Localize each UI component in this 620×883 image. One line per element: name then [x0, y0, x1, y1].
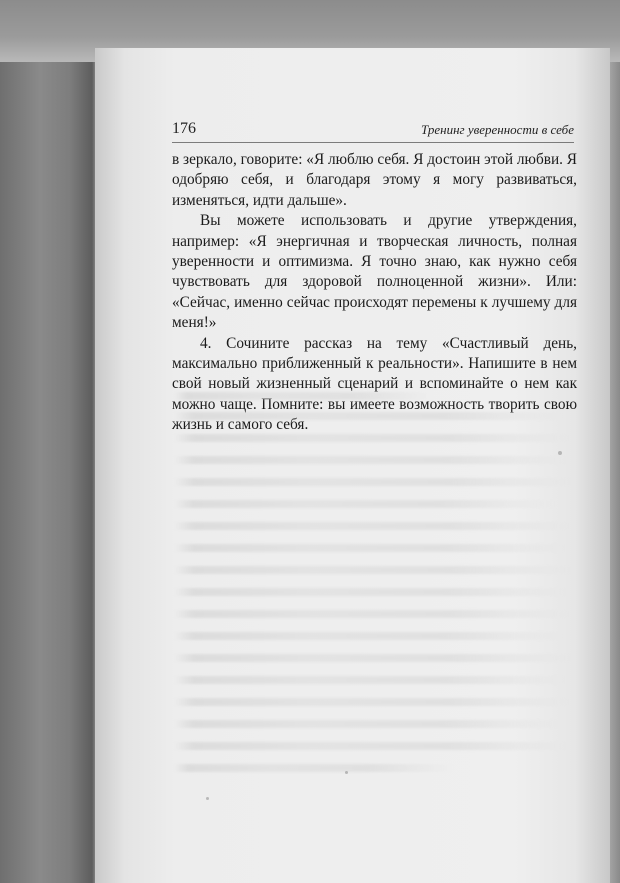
paragraph-1: в зеркало, говорите: «Я люблю себя. Я достоин этой любви. Я одобряю себя, и благодаря этому я могу развиваться, изменяться, идти дальше». [172, 151, 577, 209]
bleed-through-line [174, 632, 564, 640]
bleed-through-line [174, 588, 568, 596]
bleed-through-line [174, 764, 454, 772]
paragraph-3: 4. Сочините рассказ на тему «Счастливый день, максимально приближенный к реальности». Напишите в нем свой новый жизненный сценарий и вспоминайте о нем как можно чаще. Помните: вы имеете возможность творить свою жизнь и самого себя. [172, 334, 577, 434]
bleed-through-line [174, 522, 570, 530]
bleed-through-line [174, 544, 566, 552]
scan-speck [345, 771, 348, 774]
bleed-through-line [174, 610, 570, 618]
bleed-through-line [174, 742, 568, 750]
bleed-through-line [174, 456, 568, 464]
scan-speck [558, 451, 562, 455]
bleed-through-line [174, 392, 434, 400]
bleed-through-line [174, 478, 572, 486]
bleed-through-line [174, 654, 572, 662]
running-title: Тренинг уверенности в себе [420, 122, 574, 137]
bleed-through-line [174, 434, 570, 442]
header-rule [172, 142, 574, 143]
bleed-through-line [174, 566, 572, 574]
bleed-through-line [174, 412, 564, 420]
page-header [172, 120, 574, 144]
bleed-through-line [174, 500, 556, 508]
bleed-through-line [174, 676, 566, 684]
bleed-through-text [174, 392, 572, 782]
paragraph-2: Вы можете использовать и другие утверждения, например: «Я энергичная и творческая личность, полная уверенности и оптимизма. Я точно знаю, как нужно себя чувствовать для здоровой полноценной жизни». Или: «Сейчас, именно сейчас происходят перемены к лучшему для меня!» [172, 212, 577, 332]
page-number: 176 [172, 120, 196, 137]
scan-speck [206, 797, 209, 800]
bleed-through-line [174, 720, 562, 728]
bleed-through-line [174, 698, 570, 706]
